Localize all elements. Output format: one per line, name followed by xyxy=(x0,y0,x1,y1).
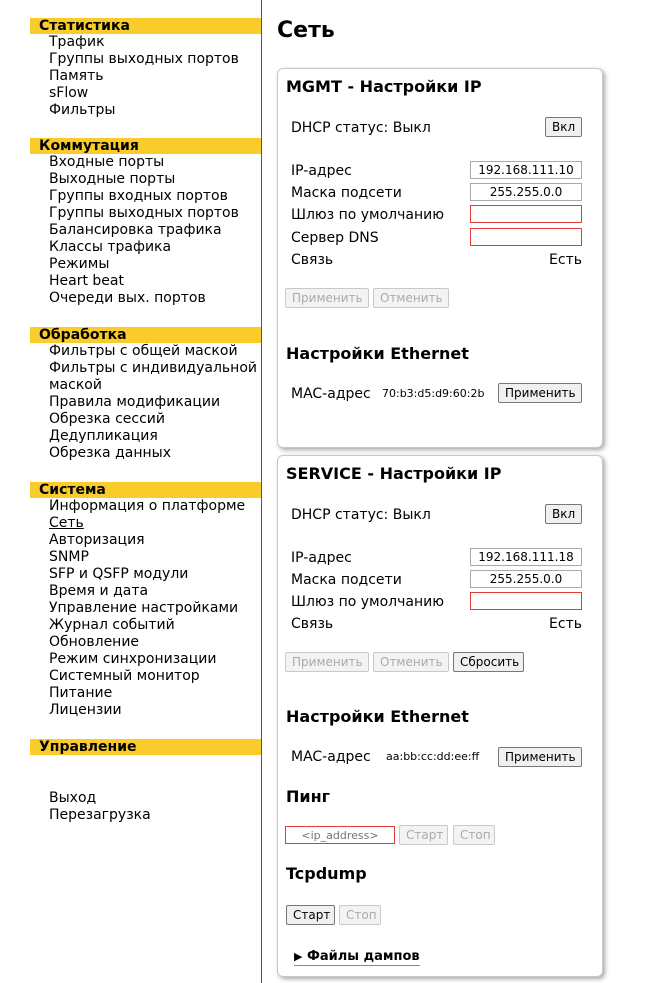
mgmt-mac-label: MAC-адрес xyxy=(291,386,371,402)
mgmt-dns-input[interactable] xyxy=(470,228,582,246)
sidebar-item[interactable]: Трафик xyxy=(49,34,105,50)
sidebar-item[interactable]: Журнал событий xyxy=(49,617,175,633)
sidebar-item[interactable]: Режим синхронизации xyxy=(49,651,217,667)
sidebar-item[interactable]: Питание xyxy=(49,685,113,701)
mgmt-ethernet-title: Настройки Ethernet xyxy=(286,344,469,363)
sidebar-section-header: Система xyxy=(30,482,261,498)
service-ethernet-title: Настройки Ethernet xyxy=(286,707,469,726)
service-apply-button[interactable]: Применить xyxy=(285,652,369,672)
service-gateway-input[interactable] xyxy=(470,592,582,610)
service-mac-value: aa:bb:cc:dd:ee:ff xyxy=(386,750,480,763)
service-title: SERVICE - Настройки IP xyxy=(286,464,502,483)
mgmt-mac-apply-button[interactable]: Применить xyxy=(498,383,582,403)
ping-title: Пинг xyxy=(286,787,331,806)
sidebar-item[interactable]: Фильтры xyxy=(49,102,116,118)
sidebar-item[interactable]: Выход xyxy=(49,790,97,806)
service-mask-label: Маска подсети xyxy=(291,572,402,588)
mgmt-dhcp-on-button[interactable]: Вкл xyxy=(545,117,582,137)
sidebar-section xyxy=(30,138,261,307)
sidebar-item[interactable]: Фильтры с общей маской xyxy=(49,343,238,359)
sidebar-item[interactable]: Входные порты xyxy=(49,154,165,170)
sidebar-item[interactable]: Информация о платформе xyxy=(49,498,246,514)
sidebar-item[interactable]: Обновление xyxy=(49,634,140,650)
mgmt-title: MGMT - Настройки IP xyxy=(286,77,482,96)
service-ip-input[interactable] xyxy=(470,548,582,566)
sidebar-item[interactable]: sFlow xyxy=(49,85,89,101)
mgmt-gateway-input[interactable] xyxy=(470,205,582,223)
mgmt-dhcp-status: DHCP статус: Выкл xyxy=(291,120,431,136)
dumps-toggle[interactable] xyxy=(294,949,420,966)
page-title: Сеть xyxy=(277,18,335,43)
service-reset-button[interactable]: Сбросить xyxy=(453,652,524,672)
mgmt-gateway-label: Шлюз по умолчанию xyxy=(291,207,445,223)
tcpdump-stop-button[interactable]: Стоп xyxy=(339,905,381,925)
sidebar-section xyxy=(30,18,261,119)
sidebar-section-header: Статистика xyxy=(30,18,261,34)
triangle-right-icon: ▶ xyxy=(294,950,303,963)
dumps-toggle-label: Файлы дампов xyxy=(307,949,420,964)
mgmt-dns-label: Сервер DNS xyxy=(291,230,379,246)
sidebar-item[interactable]: Перезагрузка xyxy=(49,807,151,823)
service-ip-label: IP-адрес xyxy=(291,550,352,566)
mgmt-mac-value: 70:b3:d5:d9:60:2b xyxy=(382,387,485,400)
service-card xyxy=(277,455,603,977)
sidebar-section xyxy=(30,327,261,462)
service-link-label: Связь xyxy=(291,616,334,632)
mgmt-ip-input[interactable] xyxy=(470,161,582,179)
ping-ip-input[interactable] xyxy=(285,826,395,844)
ping-start-button[interactable]: Старт xyxy=(399,825,448,845)
sidebar-item[interactable]: Управление настройками xyxy=(49,600,239,616)
sidebar-item[interactable]: Обрезка данных xyxy=(49,445,171,461)
sidebar-item[interactable]: Балансировка трафика xyxy=(49,222,222,238)
mgmt-cancel-button[interactable]: Отменить xyxy=(373,288,449,308)
sidebar-section-header: Коммутация xyxy=(30,138,261,154)
service-cancel-button[interactable]: Отменить xyxy=(373,652,449,672)
mgmt-link-value: Есть xyxy=(549,252,582,268)
sidebar-bottom-group xyxy=(30,790,261,824)
sidebar-item[interactable]: Режимы xyxy=(49,256,110,272)
sidebar-item[interactable]: Группы входных портов xyxy=(49,188,228,204)
sidebar-item[interactable]: Группы выходных портов xyxy=(49,51,239,67)
sidebar xyxy=(0,0,262,983)
sidebar-item[interactable]: Правила модификации xyxy=(49,394,221,410)
mgmt-card xyxy=(277,68,603,448)
sidebar-item[interactable]: Фильтры с индивидуальной маской xyxy=(49,360,257,393)
sidebar-item[interactable]: Дедупликация xyxy=(49,428,158,444)
mgmt-link-label: Связь xyxy=(291,252,334,268)
sidebar-item[interactable]: Выходные порты xyxy=(49,171,176,187)
mgmt-mask-input[interactable] xyxy=(470,183,582,201)
sidebar-item[interactable]: Авторизация xyxy=(49,532,145,548)
sidebar-item[interactable]: Сеть xyxy=(49,515,84,531)
service-mask-input[interactable] xyxy=(470,570,582,588)
sidebar-section-header: Обработка xyxy=(30,327,261,343)
service-mac-apply-button[interactable]: Применить xyxy=(498,747,582,767)
service-mac-label: MAC-адрес xyxy=(291,749,371,765)
tcpdump-title: Tcpdump xyxy=(286,864,367,883)
sidebar-item[interactable]: Группы выходных портов xyxy=(49,205,239,221)
service-dhcp-on-button[interactable]: Вкл xyxy=(545,504,582,524)
sidebar-section-header: Управление xyxy=(30,739,261,755)
sidebar-item[interactable]: Память xyxy=(49,68,104,84)
sidebar-item[interactable]: Системный монитор xyxy=(49,668,200,684)
service-gateway-label: Шлюз по умолчанию xyxy=(291,594,445,610)
service-dhcp-status: DHCP статус: Выкл xyxy=(291,507,431,523)
sidebar-item[interactable]: Очереди вых. портов xyxy=(49,290,206,306)
tcpdump-start-button[interactable]: Старт xyxy=(286,905,335,925)
ping-stop-button[interactable]: Стоп xyxy=(453,825,495,845)
mgmt-apply-button[interactable]: Применить xyxy=(285,288,369,308)
sidebar-item[interactable]: SNMP xyxy=(49,549,89,565)
sidebar-item[interactable]: Обрезка сессий xyxy=(49,411,165,427)
sidebar-item[interactable]: Классы трафика xyxy=(49,239,172,255)
mgmt-mask-label: Маска подсети xyxy=(291,185,402,201)
sidebar-item[interactable]: Heart beat xyxy=(49,273,124,289)
sidebar-item[interactable]: Время и дата xyxy=(49,583,149,599)
service-link-value: Есть xyxy=(549,616,582,632)
mgmt-ip-label: IP-адрес xyxy=(291,163,352,179)
sidebar-item[interactable]: SFP и QSFP модули xyxy=(49,566,189,582)
sidebar-section xyxy=(30,482,261,719)
sidebar-section xyxy=(30,739,261,755)
sidebar-item[interactable]: Лицензии xyxy=(49,702,122,718)
main-content xyxy=(262,0,650,983)
